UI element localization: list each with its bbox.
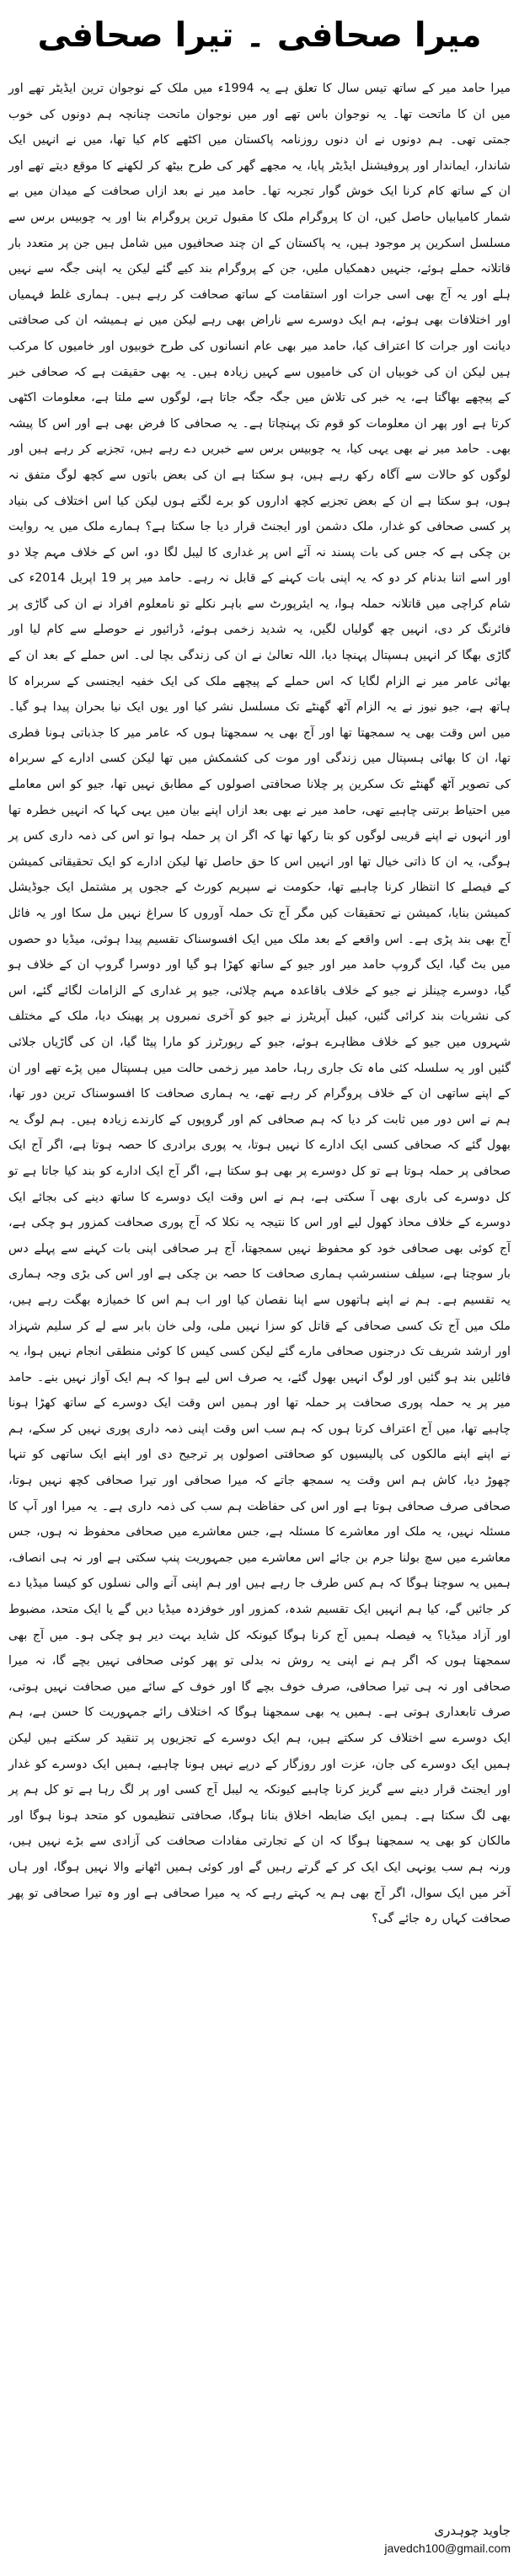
- author-email: javedch100@gmail.com: [384, 2541, 511, 2555]
- column-body: میرا حامد میر کے ساتھ تیس سال کا تعلق ہے یہ 1994ء میں ملک کے نوجوان ترین ایڈیٹر تھے اور میں ان کا ماتحت تھا۔ یہ نوجوان باس تھے اور میں نوجوان ماتحت چنانچہ ہم دونوں کی خوب جمتی تھی۔ ہم دونوں نے ان دنوں روزنامہ پاکستان میں اکٹھے کام کیا تھا، میں نے انہیں ایک شاندار، ایماندار اور پروفیشنل ایڈیٹر پایا، یہ مجھے گھر کی طرح بیٹھ کر لکھنے کا موقع دیتے تھے اور ان کے ساتھ کام کرنا ایک خوش گوار تجربہ تھا۔ حامد میر نے بعد ازاں صحافت کے میدان میں بے شمار کامیابیاں حاصل کیں، ان کا پروگرام ملک کا مقبول ترین پروگرام بنا اور یہ چوبیس برس سے مسلسل اسکرین پر موجود ہیں، یہ پاکستان کے ان چند صحافیوں میں شامل ہیں جن پر متعدد بار قاتلانہ حملے ہوئے، جنہیں دھمکیاں ملیں، جن کے پروگرام بند کیے گئے لیکن یہ اپنی جگہ سے نہیں ہلے اور یہ آج بھی اسی جرات اور استقامت کے ساتھ صحافت کر رہے ہیں۔ ہماری غلط فہمیاں اور اختلافات بھی ہوئے، ہم ایک دوسرے سے ناراض بھی رہے لیکن میں نے ہمیشہ ان کی صحافتی دیانت اور جرات کا اعتراف کیا، حامد میر بھی عام انسانوں کی طرح خوبیوں اور خامیوں کا مرکب ہیں لیکن ان کی خوبیاں ان کی خامیوں سے کہیں زیادہ ہیں۔ یہ بھی حقیقت ہے کہ صحافی خبر کے پیچھے بھاگتا ہے، یہ خبر کی تلاش میں جگہ جگہ جاتا ہے، لوگوں سے ملتا ہے، معلومات اکٹھی کرتا ہے اور پھر ان معلومات کو قوم تک پہنچاتا ہے۔ یہ صحافی کا فرض بھی ہے اور اس کا پیشہ بھی۔ حامد میر نے بھی یہی کیا، یہ چوبیس برس سے خبریں دے رہے ہیں، تجزیے کر رہے ہیں اور لوگوں کو حالات سے آگاہ رکھ رہے ہیں، ہو سکتا ہے ان کی بعض باتوں سے کچھ لوگ متفق نہ ہوں، ہو سکتا ہے ان کے بعض تجزیے کچھ اداروں کو برے لگتے ہوں لیکن کیا اس اختلاف کی بنیاد پر کسی صحافی کو غدار، ملک دشمن اور ایجنٹ قرار دیا جا سکتا ہے؟ ہمارے ملک میں یہ روایت بن چکی ہے کہ جس کی بات پسند نہ آئے اس پر غداری کا لیبل لگا دو، اس کے خلاف مہم چلا دو اور اسے اتنا بدنام کر دو کہ یہ اپنی بات کہنے کے قابل نہ رہے۔ حامد میر پر 19 اپریل 2014ء کی شام کراچی میں قاتلانہ حملہ ہوا، یہ ایئرپورٹ سے باہر نکلے تو نامعلوم افراد نے ان کی گاڑی پر فائرنگ کر دی، انہیں چھ گولیاں لگیں، یہ شدید زخمی ہوئے، ڈرائیور نے حوصلے سے کام لیا اور گاڑی بھگا کر انہیں ہسپتال پہنچا دیا، اللہ تعالیٰ نے ان کی زندگی بچا لی۔ اس حملے کے بعد ان کے بھائی عامر میر نے الزام لگایا کہ اس حملے کے پیچھے ملک کی ایک خفیہ ایجنسی کے سربراہ کا ہاتھ ہے، جیو نیوز نے یہ الزام آٹھ گھنٹے تک مسلسل نشر کیا اور یوں ایک نیا بحران پیدا ہو گیا۔ میں اس وقت بھی یہ سمجھتا تھا اور آج بھی یہ سمجھتا ہوں کہ عامر میر کا جذباتی ہونا فطری تھا، ان کا بھائی ہسپتال میں زندگی اور موت کی کشمکش میں تھا لیکن کسی ادارے کے سربراہ کی تصویر آٹھ گھنٹے تک سکرین پر چلانا صحافتی اصولوں کے مطابق نہیں تھا، جیو کو اس معاملے میں احتیاط برتنی چاہیے تھی، حامد میر نے بھی بعد ازاں اپنے بیان میں یہی کہا کہ انہیں خطرہ تھا اور انہوں نے اپنے قریبی لوگوں کو بتا رکھا تھا کہ اگر ان پر حملہ ہوا تو اس کی ذمہ داری کس پر ہوگی، یہ ان کا ذاتی خیال تھا اور انہیں اس کا حق حاصل تھا لیکن ادارے کو ایک تحقیقاتی کمیشن کے فیصلے کا انتظار کرنا چاہیے تھا، حکومت نے سپریم کورٹ کے ججوں پر مشتمل ایک جوڈیشل کمیشن بنایا، کمیشن نے تحقیقات کیں مگر آج تک حملہ آوروں کا سراغ نہیں مل سکا اور یہ فائل آج بھی بند پڑی ہے۔ اس واقعے کے بعد ملک میں ایک افسوسناک تقسیم پیدا ہوئی، میڈیا دو حصوں میں بٹ گیا، ایک گروپ حامد میر اور جیو کے ساتھ کھڑا ہو گیا اور دوسرا گروپ ان کے خلاف ہو گیا، دوسرے چینلز نے جیو کے خلاف باقاعدہ مہم چلائی، جیو پر غداری کے الزامات لگائے گئے، اس کی نشریات بند کرائی گئیں، کیبل آپریٹرز نے جیو کو آخری نمبروں پر پھینک دیا، ملک کے مختلف شہروں میں جیو کے خلاف مظاہرے ہوئے، جیو کے رپورٹرز کو مارا پیٹا گیا، ان کی گاڑیاں جلائی گئیں اور یہ سلسلہ کئی ماہ تک جاری رہا، حامد میر زخمی حالت میں ہسپتال میں پڑے تھے اور ان کے اپنے ساتھی ان کے خلاف پروگرام کر رہے تھے، یہ ہماری صحافت کا افسوسناک ترین دور تھا، ہم نے اس دور میں ثابت کر دیا کہ ہم صحافی کم اور گروپوں کے کارندے زیادہ ہیں۔ ہم لوگ یہ بھول گئے کہ صحافی کسی ایک ادارے کا نہیں ہوتا، یہ پوری برادری کا حصہ ہوتا ہے، اگر آج ایک صحافی پر حملہ ہوتا ہے تو کل دوسرے پر بھی ہو سکتا ہے، اگر آج ایک ادارے کو بند کیا جاتا ہے تو کل دوسرے کی باری بھی آ سکتی ہے، ہم نے اس وقت ایک دوسرے کا ساتھ دینے کی بجائے ایک دوسرے کے خلاف محاذ کھول لیے اور اس کا نتیجہ یہ نکلا کہ آج پوری صحافت کمزور ہو چکی ہے، آج کوئی بھی صحافی خود کو محفوظ نہیں سمجھتا، آج ہر صحافی اپنی بات کہنے سے پہلے دس بار سوچتا ہے، سیلف سنسرشپ ہماری صحافت کا حصہ بن چکی ہے اور اس کی بڑی وجہ ہماری یہ تقسیم ہے۔ ہم نے اپنے ہاتھوں سے اپنا نقصان کیا اور اب ہم اس کا خمیازہ بھگت رہے ہیں، ملک میں آج تک کسی صحافی کے قاتل کو سزا نہیں ملی، ولی خان بابر سے لے کر سلیم شہزاد اور ارشد شریف تک درجنوں صحافی مارے گئے لیکن کسی کیس کا کوئی منطقی انجام نہیں ہوا، یہ فائلیں بند ہو گئیں اور لوگ انہیں بھول گئے، یہ صرف اس لیے ہوا کہ ہم ایک آواز نہیں بنے۔ حامد میر پر یہ حملہ پوری صحافت پر حملہ تھا اور ہمیں اس وقت ایک دوسرے کے ساتھ کھڑا ہونا چاہیے تھا، میں آج اعتراف کرتا ہوں کہ ہم سب اس وقت اپنی ذمہ داری پوری نہیں کر سکے، ہم نے اپنے اپنے مالکوں کی پالیسیوں کو صحافتی اصولوں پر ترجیح دی اور اپنے ایک ساتھی کو تنہا چھوڑ دیا، کاش ہم اس وقت یہ سمجھ جاتے کہ میرا صحافی اور تیرا صحافی کچھ نہیں ہوتا، صحافی صرف صحافی ہوتا ہے اور اس کی حفاظت ہم سب کی ذمہ داری ہے۔ یہ میرا اور آپ کا مسئلہ نہیں، یہ ملک اور معاشرے کا مسئلہ ہے، جس معاشرے میں صحافی محفوظ نہ ہوں، جس معاشرے میں سچ بولنا جرم بن جائے اس معاشرے میں جمہوریت پنپ سکتی ہے اور نہ ہی انصاف، ہمیں یہ سوچنا ہوگا کہ ہم کس طرف جا رہے ہیں اور ہم اپنی آنے والی نسلوں کو کیسا میڈیا دے کر جائیں گے، کیا ہم انہیں ایک تقسیم شدہ، کمزور اور خوفزدہ میڈیا دیں گے یا ایک متحد، مضبوط اور آزاد میڈیا؟ یہ فیصلہ ہمیں آج کرنا ہوگا کیونکہ کل شاید بہت دیر ہو چکی ہو۔ میں آج بھی سمجھتا ہوں کہ اگر ہم نے اپنی یہ روش نہ بدلی تو پھر کوئی صحافی نہیں بچے گا، نہ میرا صحافی اور نہ ہی تیرا صحافی، صرف خوف بچے گا اور خوف کے سائے میں صحافت نہیں ہوتی، صرف تابعداری ہوتی ہے۔ ہمیں یہ بھی سمجھنا ہوگا کہ اختلاف رائے جمہوریت کا حسن ہے، ہم ایک دوسرے سے اختلاف کر سکتے ہیں، ہم ایک دوسرے کے تجزیوں پر تنقید کر سکتے ہیں لیکن ہمیں ایک دوسرے کی جان، عزت اور روزگار کے درپے نہیں ہونا چاہیے، ہمیں ایک دوسرے کو غدار اور ایجنٹ قرار دینے سے گریز کرنا چاہیے کیونکہ یہ لیبل آج کسی اور پر لگ رہا ہے تو کل ہم پر بھی لگ سکتا ہے۔ ہمیں ایک ضابطہ اخلاق بنانا ہوگا، صحافتی تنظیموں کو متحد ہونا ہوگا اور مالکان کو بھی یہ سمجھنا ہوگا کہ ان کے تجارتی مفادات صحافت کی آزادی سے بڑے نہیں ہیں، ورنہ ہم سب یونہی ایک ایک کر کے گرتے رہیں گے اور کوئی ہمیں اٹھانے والا نہیں ہوگا، اور ہاں آخر میں ایک سوال، اگر آج بھی ہم یہ کہتے رہے کہ یہ میرا صحافی ہے اور وہ تیرا صحافی تو پھر صحافت کہاں رہ جائے گی؟: [8, 82, 511, 1926]
- byline: [8, 2521, 511, 2557]
- column-title: میرا صحافی ۔ تیرا صحافی: [37, 16, 482, 55]
- author-name: جاوید چوہدری: [434, 2523, 511, 2538]
